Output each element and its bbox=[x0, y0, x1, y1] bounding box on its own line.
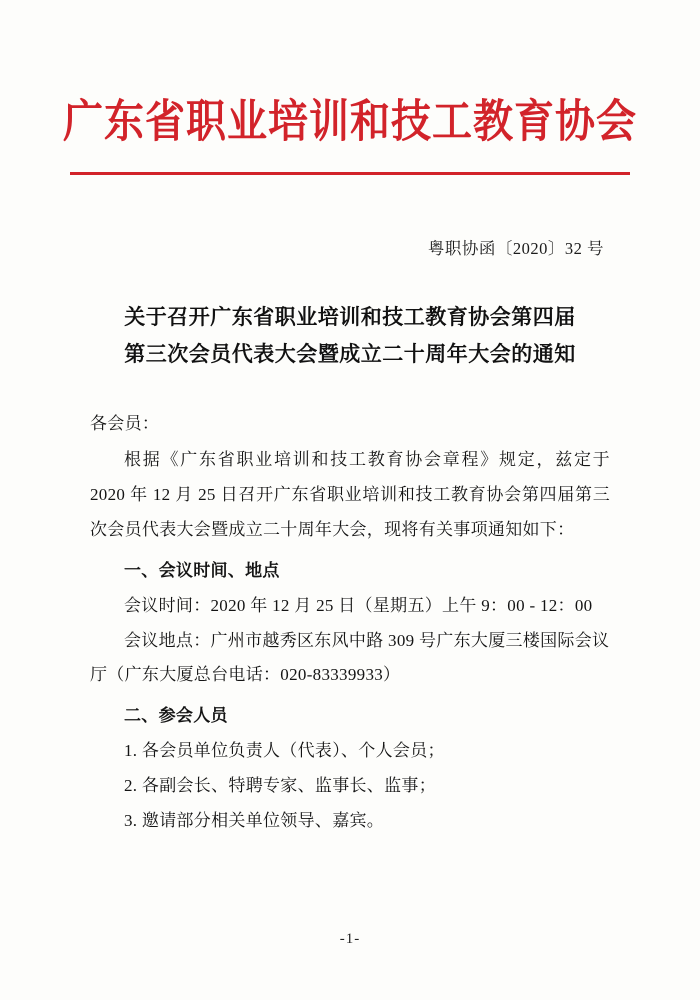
letterhead bbox=[0, 0, 700, 175]
page-title-line-2: 第三次会员代表大会暨成立二十周年大会的通知 bbox=[124, 340, 576, 366]
document-number: 粤职协函〔2020〕32 号 bbox=[427, 239, 604, 258]
salutation: 各会员： bbox=[90, 413, 160, 433]
organization-name: 广东省职业培训和技工教育协会 bbox=[63, 94, 637, 148]
meeting-location-line: 会议地点：广州市越秀区东风中路 309 号广东大厦三楼国际会议厅（广东大厦总台电话：020-83339933） bbox=[90, 630, 610, 685]
list-item: 2. 各副会长、特聘专家、监事长、监事； bbox=[124, 775, 436, 795]
page-title bbox=[90, 299, 610, 373]
meeting-time-line: 会议时间：2020 年 12 月 25 日（星期五）上午 9：00 - 12：00 bbox=[124, 595, 593, 615]
list-item: 3. 邀请部分相关单位领导、嘉宾。 bbox=[124, 810, 385, 830]
section-heading-1: 一、会议时间、地点 bbox=[124, 560, 280, 581]
section-heading-2: 二、参会人员 bbox=[124, 706, 228, 727]
intro-paragraph: 根据《广东省职业培训和技工教育协会章程》规定，兹定于 2020 年 12 月 25 日召开广东省职业培训和技工教育协会第四届第三次会员代表大会暨成立二十周年大会，现将有关事项通知如下： bbox=[90, 450, 610, 540]
list-item: 1. 各会员单位负责人（代表）、个人会员； bbox=[124, 741, 445, 761]
page-title-line-1: 关于召开广东省职业培训和技工教育协会第四届 bbox=[124, 304, 576, 329]
letterhead-divider bbox=[70, 172, 630, 175]
document-body bbox=[90, 407, 610, 839]
page-number: -1- bbox=[339, 931, 361, 947]
